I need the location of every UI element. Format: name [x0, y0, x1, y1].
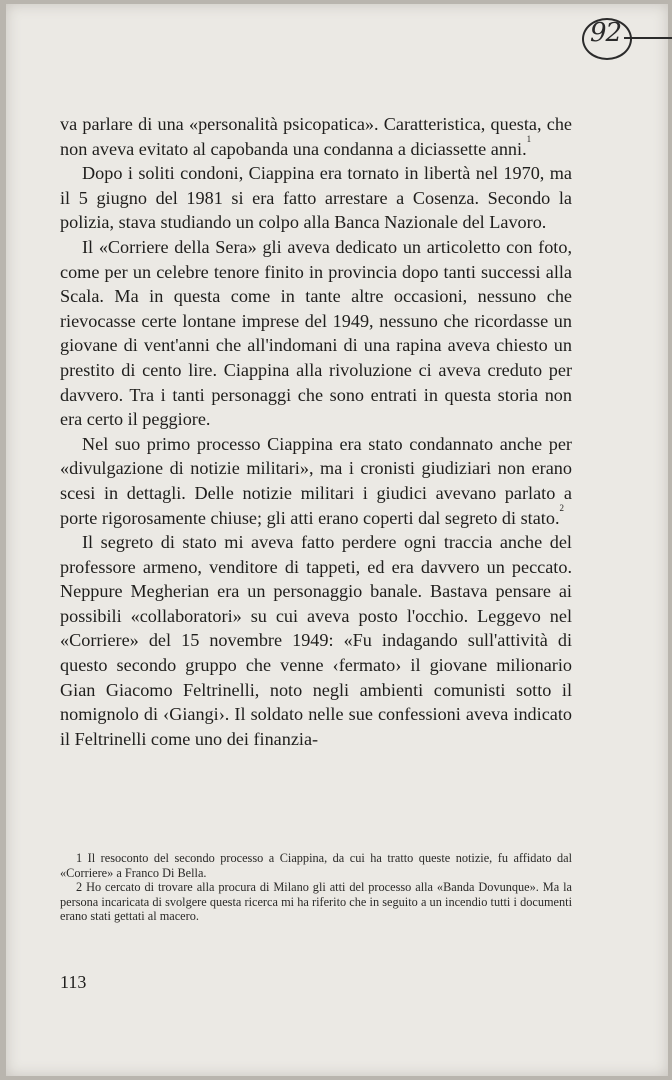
footnote: 2 Ho cercato di trovare alla procura di Milano gli atti del processo alla «Banda Dovunque». Ma la persona incaricata di svolgere questa ricerca mi ha riferito che in seguito a un incendio tutti i documenti erano stati gettati al macero. — [60, 880, 572, 924]
handwritten-page-annotation: 92 — [590, 18, 622, 48]
paragraph: va parlare di una «personalità psicopatica». Caratteristica, questa, che non aveva evitato al capobanda una condanna a diciassette anni.$^1$ — [60, 114, 572, 159]
paragraph: Dopo i soliti condoni, Ciappina era tornato in libertà nel 1970, ma il 5 giugno del 1981 si era fatto arrestare a Cosenza. Secondo la polizia, stava studiando un colpo alla Banca Nazionale del Lavoro. — [60, 163, 572, 233]
footnote-ref: 2 — [559, 502, 564, 513]
paragraph: Nel suo primo processo Ciappina era stato condannato anche per «divulgazione di notizie militari», ma i cronisti giudiziari non erano scesi in dettagli. Delle notizie militari i giudici avevano parlato a porte rigorosamente chiuse; gli atti erano coperti dal segreto di stato.$^2$ — [60, 433, 572, 528]
main-text — [60, 112, 572, 751]
handwritten-stroke — [624, 37, 672, 39]
footnote-ref: 1 — [526, 133, 532, 144]
paragraph: Il segreto di stato mi aveva fatto perdere ogni traccia anche del professore armeno, venditore di tappeti, ed era davvero un peccato. Neppure Megherian era un personaggio banale. Bastava pensare ai possibili «collaboratori» su cui aveva posto l'occhio. Leggevo nel «Corriere» del 15 novembre 1949: «Fu indagando sull'attività di questo secondo gruppo che venne ‹fermato› il giovane milionario Gian Giacomo Feltrinelli, noto negli ambienti comunisti sotto il nomignolo di ‹Giangi›. Il soldato nelle sue confessioni aveva indicato il Feltrinelli come uno dei finanzia- — [60, 532, 572, 749]
paragraph: Il «Corriere della Sera» gli aveva dedicato un articoletto con foto, come per un celebre tenore finito in provincia dopo tanti successi alla Scala. Ma in questa come in tante altre occasioni, nessuno che rievocasse certe lontane imprese del 1949, nessuno che ricordasse un giovane di vent'anni che all'indomani di una rapina aveva chiesto un prestito di cento lire. Ciappina alla rivoluzione ci aveva creduto per davvero. Tra i tanti personaggi che sono entrati in questa storia non era certo il peggiore. — [60, 236, 572, 430]
footnote: 1 Il resoconto del secondo processo a Ciappina, da cui ha tratto queste notizie, fu affidato dal «Corriere» a Franco Di Bella. — [60, 851, 572, 880]
footnotes — [60, 851, 572, 924]
page-number: 113 — [60, 972, 87, 992]
